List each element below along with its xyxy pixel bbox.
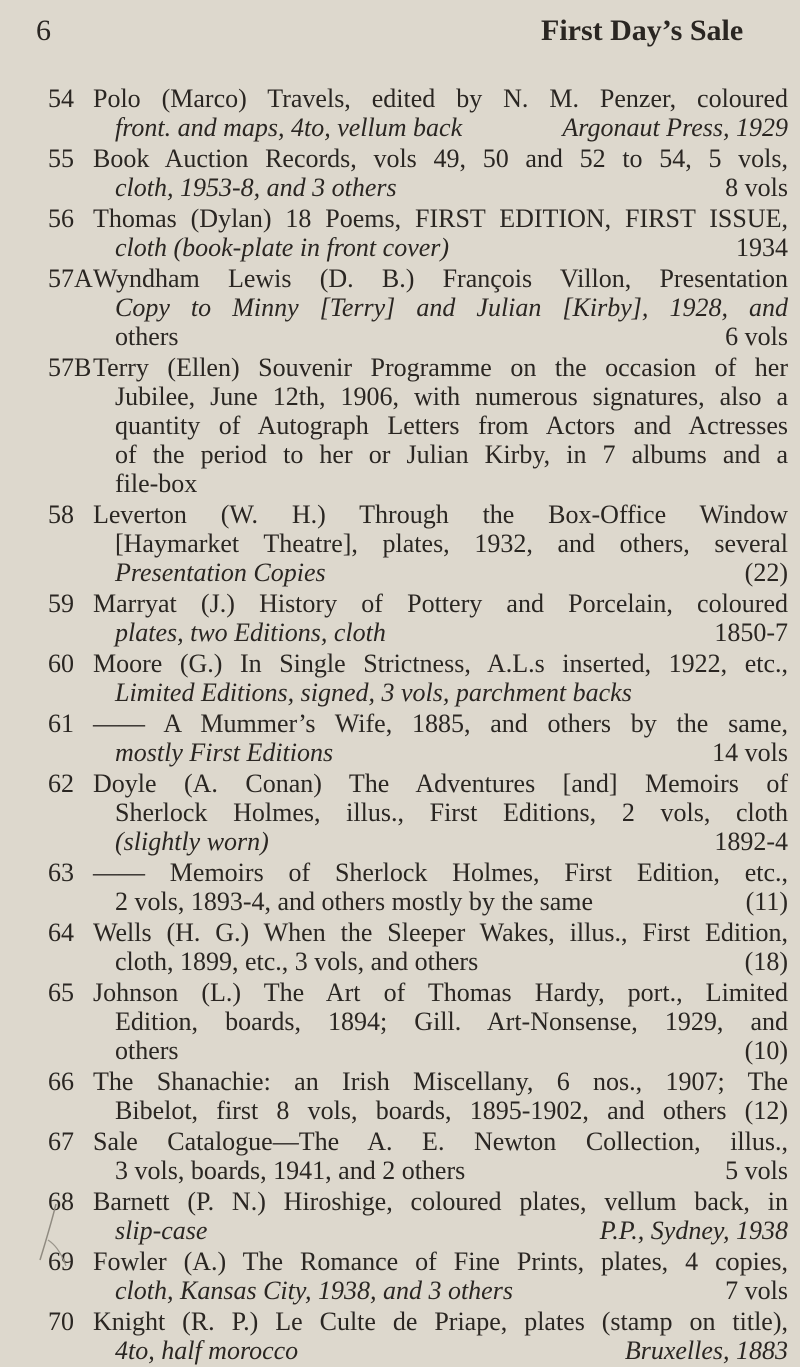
lot-entry (48, 709, 788, 767)
lot-description: Knight (R. P.) Le Culte de Priape, plates (stamp on title), (93, 1307, 788, 1336)
lot-description: quantity of Autograph Letters from Actors and Actresses (115, 411, 788, 440)
lot-date: 1850-7 (714, 618, 788, 647)
lot-entry (48, 858, 788, 916)
lot-description: cloth (book-plate in front cover) (115, 233, 450, 262)
lot-number: 70 (48, 1307, 74, 1336)
lot-entry (48, 1187, 788, 1245)
lot-entry (48, 353, 788, 498)
lot-number: 55 (48, 144, 74, 173)
lot-quantity: 5 vols (725, 1156, 788, 1185)
lot-entry (48, 144, 788, 202)
lot-description: Wells (H. G.) When the Sleeper Wakes, illus., First Edition, (93, 918, 788, 947)
lot-entry (48, 769, 788, 856)
lot-entry (48, 1307, 788, 1365)
lot-description: Bibelot, first 8 vols, boards, 1895-1902, and others (12) (115, 1096, 788, 1125)
lot-description: Johnson (L.) The Art of Thomas Hardy, port., Limited (93, 978, 788, 1007)
lot-description: Terry (Ellen) Souvenir Programme on the occasion of her (93, 353, 788, 382)
lot-list (48, 84, 788, 1367)
lot-number: 64 (48, 918, 74, 947)
lot-number: 60 (48, 649, 74, 678)
lot-description: plates, two Editions, cloth (115, 618, 386, 647)
lot-quantity: (22) (744, 558, 788, 587)
lot-entry (48, 589, 788, 647)
lot-imprint: Bruxelles, 1883 (624, 1336, 788, 1365)
lot-quantity: 6 vols (725, 322, 788, 351)
lot-description: cloth, 1899, etc., 3 vols, and others (115, 947, 479, 976)
lot-entry (48, 264, 788, 351)
lot-number: 61 (48, 709, 74, 738)
lot-description: cloth, 1953-8, and 3 others (115, 173, 397, 202)
lot-entry (48, 500, 788, 587)
lot-quantity: 8 vols (725, 173, 788, 202)
lot-description: Wyndham Lewis (D. B.) François Villon, Presentation (93, 264, 788, 293)
lot-description: Doyle (A. Conan) The Adventures [and] Memoirs of (93, 769, 788, 798)
lot-description: Leverton (W. H.) Through the Box-Office Window (93, 500, 788, 529)
lot-entry (48, 649, 788, 707)
lot-description: others (115, 1036, 179, 1065)
lot-description: Moore (G.) In Single Strictness, A.L.s inserted, 1922, etc., (93, 649, 788, 678)
lot-entry (48, 918, 788, 976)
lot-quantity: 7 vols (725, 1276, 788, 1305)
lot-description: 3 vols, boards, 1941, and 2 others (115, 1156, 466, 1185)
lot-number: 62 (48, 769, 74, 798)
lot-number: 63 (48, 858, 74, 887)
lot-description: of the period to her or Julian Kirby, in 7 albums and a (115, 440, 788, 469)
lot-imprint: P.P., Sydney, 1938 (599, 1216, 788, 1245)
page-header (0, 14, 800, 54)
lot-description: front. and maps, 4to, vellum back (115, 113, 463, 142)
lot-description: The Shanachie: an Irish Miscellany, 6 nos., 1907; The (93, 1067, 788, 1096)
lot-description: —— Memoirs of Sherlock Holmes, First Edition, etc., (93, 858, 788, 887)
lot-entry (48, 1127, 788, 1185)
lot-description: —— A Mummer’s Wife, 1885, and others by the same, (93, 709, 788, 738)
lot-description: Sale Catalogue—The A. E. Newton Collection, illus., (93, 1127, 788, 1156)
lot-description: Book Auction Records, vols 49, 50 and 52 to 54, 5 vols, (93, 144, 788, 173)
lot-number: 56 (48, 204, 74, 233)
lot-number: 58 (48, 500, 74, 529)
lot-number: 69 (48, 1247, 74, 1276)
lot-number: 57B (48, 353, 92, 382)
lot-description: cloth, Kansas City, 1938, and 3 others (115, 1276, 513, 1305)
lot-description: Barnett (P. N.) Hiroshige, coloured plates, vellum back, in (93, 1187, 788, 1216)
lot-description: (slightly worn) (115, 827, 269, 856)
lot-description: Limited Editions, signed, 3 vols, parchment backs (115, 678, 632, 707)
lot-number: 68 (48, 1187, 74, 1216)
lot-number: 66 (48, 1067, 74, 1096)
lot-description: Presentation Copies (115, 558, 326, 587)
lot-description: Edition, boards, 1894; Gill. Art-Nonsense, 1929, and (115, 1007, 788, 1036)
lot-imprint: Argonaut Press, 1929 (562, 113, 788, 142)
lot-description: 4to, half morocco (115, 1336, 299, 1365)
lot-description: mostly First Editions (115, 738, 334, 767)
lot-description: [Haymarket Theatre], plates, 1932, and others, several (115, 529, 788, 558)
lot-quantity: (18) (744, 947, 788, 976)
running-title: First Day’s Sale (541, 14, 744, 47)
lot-description: 2 vols, 1893-4, and others mostly by the same (115, 887, 594, 916)
lot-date: 1892-4 (714, 827, 788, 856)
lot-description: Polo (Marco) Travels, edited by N. M. Penzer, coloured (93, 84, 788, 113)
lot-quantity: (10) (744, 1036, 788, 1065)
lot-description: slip-case (115, 1216, 208, 1245)
lot-entry (48, 978, 788, 1065)
lot-entry (48, 204, 788, 262)
lot-description: Marryat (J.) History of Pottery and Porcelain, coloured (93, 589, 788, 618)
lot-description: Copy to Minny [Terry] and Julian [Kirby], 1928, and (115, 293, 788, 322)
lot-number: 54 (48, 84, 74, 113)
lot-quantity: 14 vols (712, 738, 788, 767)
lot-description: others (115, 322, 179, 351)
lot-entry (48, 1247, 788, 1305)
lot-description: Fowler (A.) The Romance of Fine Prints, plates, 4 copies, (93, 1247, 788, 1276)
pencil-mark-icon (26, 1200, 76, 1270)
lot-number: 67 (48, 1127, 74, 1156)
lot-description: Sherlock Holmes, illus., First Editions, 2 vols, cloth (115, 798, 788, 827)
lot-description: Thomas (Dylan) 18 Poems, FIRST EDITION, FIRST ISSUE, (93, 204, 788, 233)
lot-entry (48, 84, 788, 142)
lot-description: file-box (115, 469, 198, 498)
lot-number: 57A (48, 264, 93, 293)
lot-date: 1934 (736, 233, 788, 262)
lot-entry (48, 1067, 788, 1125)
page-number: 6 (36, 14, 51, 47)
lot-description: Jubilee, June 12th, 1906, with numerous signatures, also a (115, 382, 788, 411)
lot-quantity: (11) (745, 887, 788, 916)
lot-number: 65 (48, 978, 74, 1007)
lot-number: 59 (48, 589, 74, 618)
